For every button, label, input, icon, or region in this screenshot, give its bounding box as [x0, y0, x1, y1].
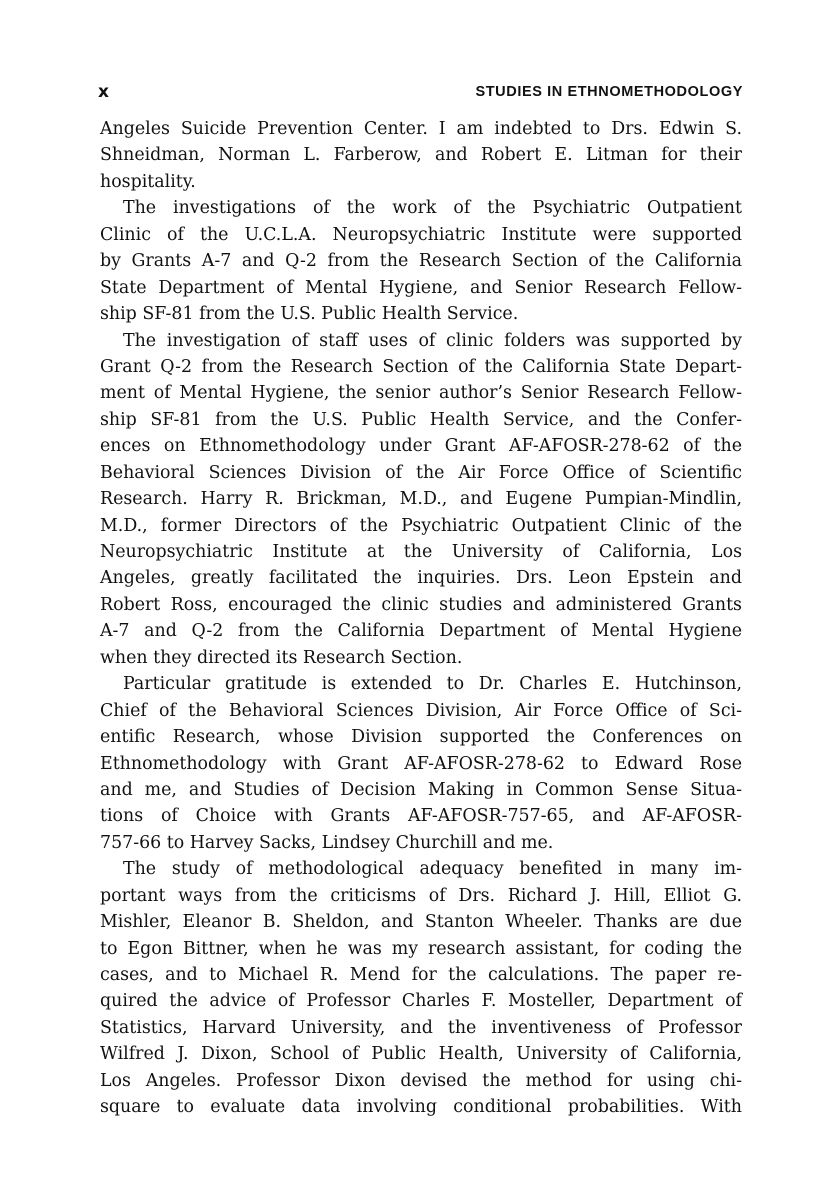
- text-line: Clinic of the U.C.L.A. Neuropsychiatric Institute were supported: [100, 224, 742, 245]
- text-line: 757-66 to Harvey Sacks, Lindsey Churchill and me.: [100, 832, 554, 853]
- text-line: quired the advice of Professor Charles F. Mosteller, Department of: [100, 991, 742, 1012]
- text-line: M.D., former Directors of the Psychiatric Outpatient Clinic of the: [100, 515, 742, 536]
- text-line: Ethnomethodology with Grant AF-AFOSR-278-62 to Edward Rose: [100, 753, 742, 774]
- text-line: Grant Q-2 from the Research Section of the California State Depart-: [100, 356, 742, 377]
- text-line: Angeles, greatly facilitated the inquiries. Drs. Leon Epstein and: [100, 568, 742, 589]
- text-line: Behavioral Sciences Division of the Air Force Office of Scientific: [100, 462, 742, 483]
- text-line: when they directed its Research Section.: [100, 647, 463, 668]
- text-line: Statistics, Harvard University, and the inventiveness of Professor: [100, 1017, 742, 1038]
- page-header: [98, 80, 743, 104]
- text-line: Los Angeles. Professor Dixon devised the method for using chi-: [100, 1070, 742, 1091]
- text-line: Shneidman, Norman L. Farberow, and Robert E. Litman for their: [100, 145, 742, 166]
- text-line: cases, and to Michael R. Mend for the calculations. The paper re-: [100, 965, 742, 985]
- body-text: [100, 116, 742, 1121]
- text-line: ences on Ethnomethodology under Grant AF-AFOSR-278-62 of the: [100, 436, 742, 457]
- text-line: portant ways from the criticisms of Drs. Richard J. Hill, Elliot G.: [100, 885, 742, 906]
- text-line: Chief of the Behavioral Sciences Division, Air Force Office of Sci-: [100, 700, 742, 721]
- text-line: tions of Choice with Grants AF-AFOSR-757-65, and AF-AFOSR-: [100, 806, 742, 827]
- text-line: Angeles Suicide Prevention Center. I am indebted to Drs. Edwin S.: [100, 119, 742, 139]
- text-line: ship SF-81 from the U.S. Public Health Service, and the Confer-: [100, 409, 742, 430]
- text-line: A-7 and Q-2 from the California Department of Mental Hygiene: [100, 621, 742, 642]
- text-line: State Department of Mental Hygiene, and Senior Research Fellow-: [100, 277, 742, 298]
- page-number: x: [98, 82, 109, 102]
- text-line: and me, and Studies of Decision Making in Common Sense Situa-: [100, 779, 742, 800]
- text-line: ship SF-81 from the U.S. Public Health Service.: [100, 304, 519, 325]
- text-line: Neuropsychiatric Institute at the University of California, Los: [100, 542, 742, 562]
- text-line: ment of Mental Hygiene, the senior author’s Senior Research Fellow-: [100, 383, 742, 404]
- text-line: The investigations of the work of the Psychiatric Outpatient: [123, 198, 742, 219]
- text-line: Mishler, Eleanor B. Sheldon, and Stanton Wheeler. Thanks are due: [100, 912, 742, 933]
- text-line: Research. Harry R. Brickman, M.D., and Eugene Pumpian-Mindlin,: [100, 489, 742, 510]
- text-line: hospitality.: [100, 171, 196, 192]
- text-line: Particular gratitude is extended to Dr. Charles E. Hutchinson,: [123, 674, 742, 695]
- text-line: Robert Ross, encouraged the clinic studies and administered Grants: [100, 594, 742, 615]
- text-line: The investigation of staff uses of clinic folders was supported by: [123, 330, 742, 351]
- text-line: entific Research, whose Division supported the Conferences on: [100, 727, 742, 748]
- text-line: square to evaluate data involving conditional probabilities. With: [100, 1097, 742, 1118]
- text-line: Wilfred J. Dixon, School of Public Health, University of California,: [100, 1044, 742, 1065]
- text-line: to Egon Bittner, when he was my research assistant, for coding the: [100, 938, 742, 959]
- text-line: by Grants A-7 and Q-2 from the Research Section of the California: [100, 251, 742, 272]
- running-head: STUDIES IN ETHNOMETHODOLOGY: [475, 84, 743, 100]
- text-line: The study of methodological adequacy benefited in many im-: [123, 859, 742, 880]
